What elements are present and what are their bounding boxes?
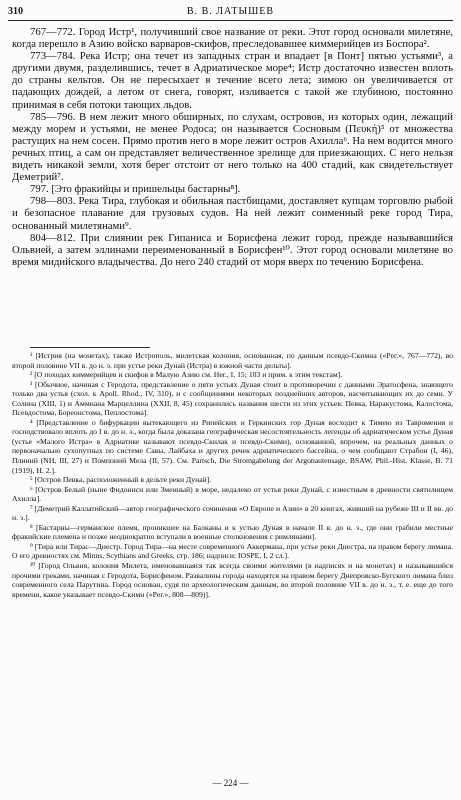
main-paragraph: 804—812. При слиянии рек Гипаниса и Борисфена лежит город, прежде называвшийся Ольвией, а затем эллинами переименованный в Борисфен¹⁰. Этот город основали милетяне во время мидийского владычества. До него 240 стадий от моря вверх по течению Борисфена. (12, 231, 453, 268)
main-paragraph: 767—772. Город Истр¹, получивший свое название от реки. Этот город основали милетяне, когда перешло в Азию войско варваров-скифов, преследовавшее киммерийцев из Боспора². (12, 26, 453, 51)
footnote-separator (30, 347, 150, 348)
footnote: ⁵ [Остров Певка, расположенный в дельте реки Дунай]. (30, 475, 212, 485)
main-paragraph: 797. [Это фракийцы и пришельцы бастарны⁸]. (30, 183, 241, 196)
footnote: ⁶ [Остров Белый (ныне Фидониси или Змеиный) в море, недалеко от устья реки Дунай, с известным в древности святилищем Ахилла]. (12, 484, 453, 504)
main-paragraph: 785—796. В нем лежит много обширных, по слухам, островов, из которых один, лежащий между морем и устьями, не менее Родоса; он называется Сосновым (Πευκή)⁵ от множества растущих на нем сосен. Прямо против него в море лежит остров Ахилла⁶. На нем водится много речных птиц, а сам он представляет величественное зрелище для приезжающих. С него нельзя видеть никакой земли, хотя берег отстоит от него только на 400 стадий, как свидетельствует Деметрий⁷. (12, 110, 454, 184)
footnote: ⁷ [Деметрий Каллатийский—автор географического сочинения «О Европе и Азии» в 20 книгах, живший на рубеже III и II вв. до н. э.]. (12, 503, 453, 523)
footnote: ⁴ [Представление о бифуркации вытекающего из Рипейских и Геркинских гор Дуная восходит к Тимею из Тавромения и господствовало вплоть до I в. до н. э., когда была доказана географическая несостоятельность легенды об адриатическом устье Дуная (устье «Малого Истра» в Адриатике называют псевдо-Скилак и псевдо-Скимн), основанной, впрочем, на реальных данных о первоначально сухопутных по системе Савы, Лайбаха и других речек адриатического бассейна, о чем сообщают Страбон (I, 46), Плиний (NH, III, 27) и Помпоний Мела (II, 57). См. Partsch, Die Stromgabelung der Argonautensage, BSAW, Phil.-Hist. Klasse, B. 71 (1919), H. 2.]. (12, 417, 453, 475)
folio: — 224 — (212, 778, 249, 788)
footnote: ⁸ [Бастарны—германское племя, проникшее на Балканы и к устью Дуная в начале II в. до н. э., где они грабили местные фракийские племена и позже неоднократно вступали в военные столкновения с римлянами]. (12, 522, 453, 542)
main-text (12, 26, 453, 268)
footnotes (12, 351, 453, 599)
footnote: ¹ [Истрия (на монетах), также Истрополь, милетская колония, основанная, по данным псевдо-Скимна («Peг.», 767—772), во второй половине VII в. до н. э. при устье реки Дунай (Истра) в южной части дельты]. (12, 351, 453, 370)
footnote: ¹⁰ [Город Ольвия, колония Милета, именовавшаяся так всегда своими жителями (в надписях и на монетах) и называвшийся прочими греками, начиная с Геродота, Борисфеном. Развалины города находятся на правом берегу Днепровско-Бугского лимана близ современного села Парутина. Город основан, судя по археологическим данным, во второй половине VII в. до н. э., т. е. еще до того времени, какое указывает псевдо-Скимн («Per.», 808—809)]. (12, 561, 453, 599)
footnote: ³ [Обычное, начиная с Геродота, представление о пяти устьях Дуная стоит в противоречии с данными Эратосфена, знающего только два устья (схол. к Apoll. Rhod., IV, 310), и с сообщениями некоторых позднейших авторов, насчитывающих их до семи. У Солина (XIII, 1) и Аммиана Марцеллина (XXII, 8, 45) сохранились названия шести из этих устьев: Певка, Наракустома, Калостома, Псевдостома, Бореонстома, Пеплостома]. (12, 379, 453, 418)
footnote: ² [О походах киммерийцев и скифов в Малую Азию см. Her., I, 15; 103 и прим. к этим текстам]. (30, 370, 343, 380)
main-paragraph: 798—803. Река Тира, глубокая и обильная пастбищами, доставляет купцам торговлю рыбой и безопасное плавание для грузовых судов. На ней лежит соименный реке город Тира, основанный милетянами⁹. (12, 195, 453, 232)
header-rule (8, 20, 453, 21)
footnote: ⁹ [Тира или Тирас—Днестр. Город Тира—на месте современного Аккермана, при устье реки Днестра, на правом берегу лимана. О его древностях см. Minns, Scythians and Greeks, стр. 186; надписи: IOSPE, I, 2 сл.]. (12, 541, 453, 561)
main-paragraph: 773—784. Река Истр; она течет из западных стран и впадает [в Понт] пятью устьями³, а другими двумя, разделившись, течет в Адриатическое море⁴; Истр достаточно известен вплоть до страны кельтов. Он не пересыхает в течение всего лета; зимою он увеличивается от падающих дождей, а летом от снега, говорят, изливается с такой же глубиною, постоянно принимая в себя потоки тающих льдов. (12, 50, 453, 111)
page-number: 310 (8, 6, 23, 17)
running-title: В. В. ЛАТЫШЕВ (186, 6, 275, 17)
